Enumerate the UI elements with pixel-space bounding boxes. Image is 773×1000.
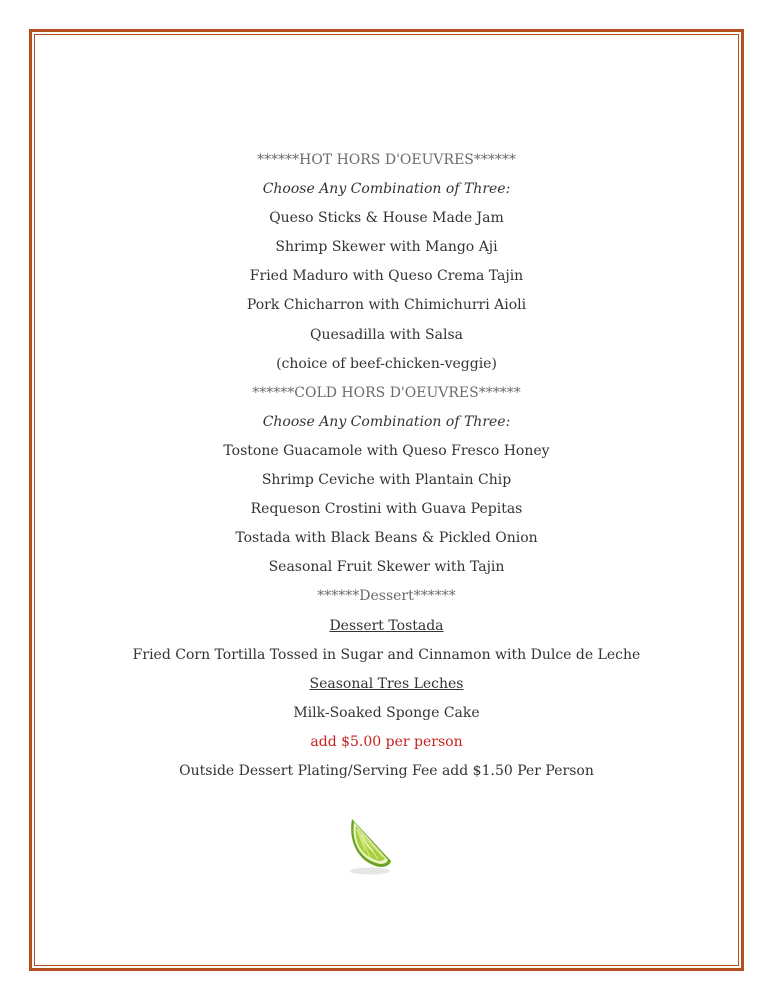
dessert-item-description: Milk-Soaked Sponge Cake <box>293 704 480 721</box>
menu-content <box>0 146 773 786</box>
hot-menu-item-note: (choice of beef-chicken-veggie) <box>276 355 497 372</box>
dessert-item-name: Seasonal Tres Leches <box>309 675 464 692</box>
cold-menu-item: Requeson Crostini with Guava Pepitas <box>250 501 523 518</box>
hot-section-instruction: Choose Any Combination of Three: <box>262 181 511 198</box>
cold-menu-item: Tostada with Black Beans & Pickled Onion <box>235 530 538 547</box>
hot-menu-item: Shrimp Skewer with Mango Aji <box>275 239 498 256</box>
lime-wedge-icon <box>340 815 396 877</box>
hot-hors-doeuvres-section <box>0 146 773 379</box>
hot-menu-item: Fried Maduro with Queso Crema Tajin <box>249 268 524 285</box>
dessert-price-note: add $5.00 per person <box>310 733 463 750</box>
cold-hors-doeuvres-section <box>0 379 773 583</box>
cold-menu-item: Tostone Guacamole with Queso Fresco Honey <box>223 442 550 459</box>
hot-menu-item: Pork Chicharron with Chimichurri Aioli <box>246 297 527 314</box>
cold-section-heading: ******COLD HORS D'OEUVRES****** <box>252 384 521 401</box>
dessert-item-description: Fried Corn Tortilla Tossed in Sugar and Cinnamon with Dulce de Leche <box>132 646 641 663</box>
hot-menu-item: Quesadilla with Salsa <box>309 326 463 343</box>
dessert-section <box>0 582 773 786</box>
cold-menu-item: Seasonal Fruit Skewer with Tajin <box>268 559 505 576</box>
dessert-item-name: Dessert Tostada <box>329 617 444 634</box>
cold-menu-item: Shrimp Ceviche with Plantain Chip <box>261 472 512 489</box>
hot-menu-item: Queso Sticks & House Made Jam <box>269 210 504 227</box>
dessert-fee-note: Outside Dessert Plating/Serving Fee add $1.50 Per Person <box>179 762 594 779</box>
hot-section-heading: ******HOT HORS D'OEUVRES****** <box>257 152 516 168</box>
cold-section-instruction: Choose Any Combination of Three: <box>262 413 511 430</box>
dessert-section-heading: ******Dessert****** <box>317 588 456 605</box>
